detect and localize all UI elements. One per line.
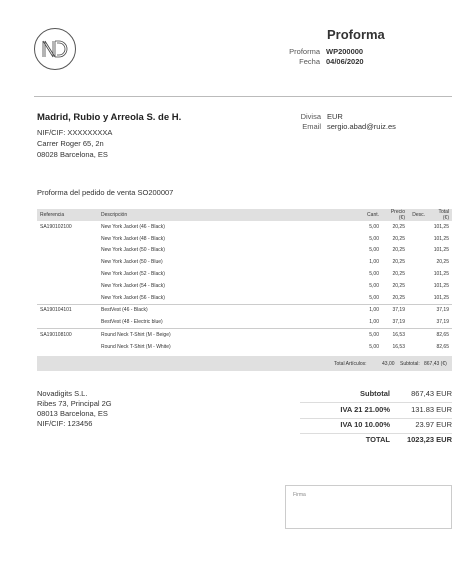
- company-logo: [34, 28, 76, 70]
- currency-value: EUR: [327, 112, 343, 121]
- row-price: 20,25: [392, 247, 405, 254]
- row-reference: [37, 280, 98, 292]
- client-tax-id: NIF/CIF: XXXXXXXXA: [37, 128, 113, 137]
- row-quantity: 5,00: [369, 223, 379, 230]
- currency-label: Divisa: [300, 112, 321, 121]
- row-quantity: 5,00: [369, 235, 379, 242]
- client-city: 08028 Barcelona, ES: [37, 150, 108, 159]
- column-header-price: Precio (€): [382, 209, 408, 221]
- row-reference: [37, 268, 98, 280]
- summary-vat10-value: 23.97 EUR: [415, 420, 452, 429]
- table-row: [37, 245, 452, 257]
- row-reference: SA190102100: [40, 223, 72, 230]
- row-discount: [408, 221, 428, 233]
- row-reference: [37, 341, 98, 353]
- row-reference: [37, 245, 98, 257]
- row-reference: [37, 292, 98, 304]
- row-description: BestVest (48 - Electric blue): [101, 319, 163, 326]
- row-discount: [408, 316, 428, 328]
- row-quantity: 1,00: [369, 319, 379, 326]
- row-description: Round Neck T-Shirt (M - Beige): [98, 329, 352, 341]
- table-row: [37, 221, 452, 233]
- document-title: Proforma: [327, 27, 385, 42]
- column-header-total: Total (€): [428, 209, 452, 221]
- row-reference: [37, 233, 98, 245]
- row-total: 101,25: [433, 223, 449, 230]
- row-reference: SA190104101: [37, 304, 98, 316]
- row-description: BestVest (46 - Black): [98, 304, 352, 316]
- row-discount: [408, 329, 428, 341]
- row-description: New York Jacket (48 - Black): [101, 235, 165, 242]
- column-header-discount: Desc.: [408, 209, 428, 221]
- row-quantity: 1,00: [369, 259, 379, 266]
- table-totals-bar: [37, 356, 452, 371]
- row-quantity: 5,00: [352, 329, 382, 341]
- row-quantity: 1,00: [352, 304, 382, 316]
- table-row: [37, 280, 452, 292]
- items-table: [37, 209, 452, 353]
- table-row: [37, 329, 452, 341]
- row-quantity: 5,00: [369, 343, 379, 350]
- company-city: 08013 Barcelona, ES: [37, 409, 108, 418]
- row-quantity: 5,00: [369, 282, 379, 289]
- table-header-row: [37, 209, 452, 221]
- company-tax-id: NIF/CIF: 123456: [37, 419, 93, 428]
- row-total: 101,25: [433, 247, 449, 254]
- row-price: 20,25: [392, 223, 405, 230]
- row-description: New York Jacket (50 - Blue): [101, 259, 163, 266]
- summary-subtotal-value: 867,43 EUR: [411, 389, 452, 398]
- row-price: 20,25: [392, 235, 405, 242]
- row-total: 37,19: [428, 304, 452, 316]
- summary-divider: [300, 402, 452, 403]
- row-total: 101,25: [433, 271, 449, 278]
- email-value: sergio.abad@ruiz.es: [327, 122, 396, 131]
- articles-total-label: Total Artículos:: [334, 361, 367, 367]
- row-discount: [408, 304, 428, 316]
- company-address: Ribes 73, Principal 2G: [37, 399, 112, 408]
- summary-total-value: 1023,23 EUR: [406, 435, 452, 444]
- row-discount: [408, 245, 428, 257]
- row-total: 37,19: [436, 319, 449, 326]
- signature-label: Firma: [293, 492, 306, 498]
- column-header-reference: Referencia: [37, 209, 98, 221]
- row-total: 101,25: [433, 282, 449, 289]
- column-header-quantity: Cant.: [352, 209, 382, 221]
- table-subtotal-value: 867,43 (€): [424, 361, 447, 367]
- row-description: New York Jacket (52 - Black): [101, 271, 165, 278]
- row-price: 16,53: [382, 329, 408, 341]
- table-row: [37, 304, 452, 316]
- row-quantity: 5,00: [369, 247, 379, 254]
- row-quantity: 5,00: [369, 294, 379, 301]
- company-name: Novadigits S.L.: [37, 389, 88, 398]
- row-total: 82,65: [436, 343, 449, 350]
- row-reference: [37, 316, 98, 328]
- summary-vat10-label: IVA 10 10.00%: [340, 420, 390, 429]
- row-price: 16,53: [392, 343, 405, 350]
- summary-vat21-value: 131.83 EUR: [411, 405, 452, 414]
- table-row: [37, 292, 452, 304]
- row-discount: [408, 256, 428, 268]
- summary-vat21-label: IVA 21 21.00%: [340, 405, 390, 414]
- row-description: New York Jacket (54 - Black): [101, 282, 165, 289]
- meta-label: Proforma: [289, 47, 320, 56]
- row-description: New York Jacket (46 - Black): [101, 223, 165, 230]
- row-quantity: 5,00: [369, 271, 379, 278]
- meta-row-proforma: [260, 47, 460, 57]
- row-discount: [408, 341, 428, 353]
- row-description: Round Neck T-Shirt (M - White): [101, 343, 171, 350]
- table-row: [37, 233, 452, 245]
- row-discount: [408, 292, 428, 304]
- row-discount: [408, 268, 428, 280]
- row-price: 20,25: [392, 282, 405, 289]
- row-price: 20,25: [392, 259, 405, 266]
- row-description: New York Jacket (50 - Black): [101, 247, 165, 254]
- client-address: Carrer Roger 65, 2n: [37, 139, 104, 148]
- row-total: 101,25: [433, 235, 449, 242]
- summary-divider: [300, 418, 452, 419]
- proforma-number: WP200000: [326, 47, 364, 56]
- summary-subtotal-label: Subtotal: [360, 389, 390, 398]
- table-row: [37, 316, 452, 328]
- summary-total-label: TOTAL: [365, 435, 390, 444]
- row-discount: [408, 233, 428, 245]
- row-price: 37,19: [382, 304, 408, 316]
- client-name: Madrid, Rubio y Arreola S. de H.: [37, 112, 182, 123]
- order-title: Proforma del pedido de venta SO200007: [37, 188, 174, 197]
- email-label: Email: [302, 122, 321, 131]
- row-price: 20,25: [392, 294, 405, 301]
- table-row: [37, 256, 452, 268]
- row-discount: [408, 280, 428, 292]
- row-total: 101,25: [433, 294, 449, 301]
- table-row: [37, 341, 452, 353]
- row-description: New York Jacket (56 - Black): [101, 294, 165, 301]
- header-divider: [34, 96, 452, 97]
- table-row: [37, 268, 452, 280]
- row-price: 37,19: [392, 319, 405, 326]
- signature-box: [285, 485, 452, 529]
- column-header-description: Descripción: [98, 209, 352, 221]
- row-price: 20,25: [392, 271, 405, 278]
- table-subtotal-label: Subtotal:: [400, 361, 420, 367]
- proforma-date: 04/06/2020: [326, 57, 364, 66]
- row-reference: SA190108100: [37, 329, 98, 341]
- meta-label: Fecha: [299, 57, 320, 66]
- meta-row-fecha: [260, 57, 460, 67]
- row-total: 20,25: [436, 259, 449, 266]
- nd-monogram-icon: [41, 39, 69, 59]
- articles-total-value: 43,00: [382, 361, 395, 367]
- row-total: 82,65: [428, 329, 452, 341]
- summary-divider: [300, 433, 452, 434]
- row-reference: [37, 256, 98, 268]
